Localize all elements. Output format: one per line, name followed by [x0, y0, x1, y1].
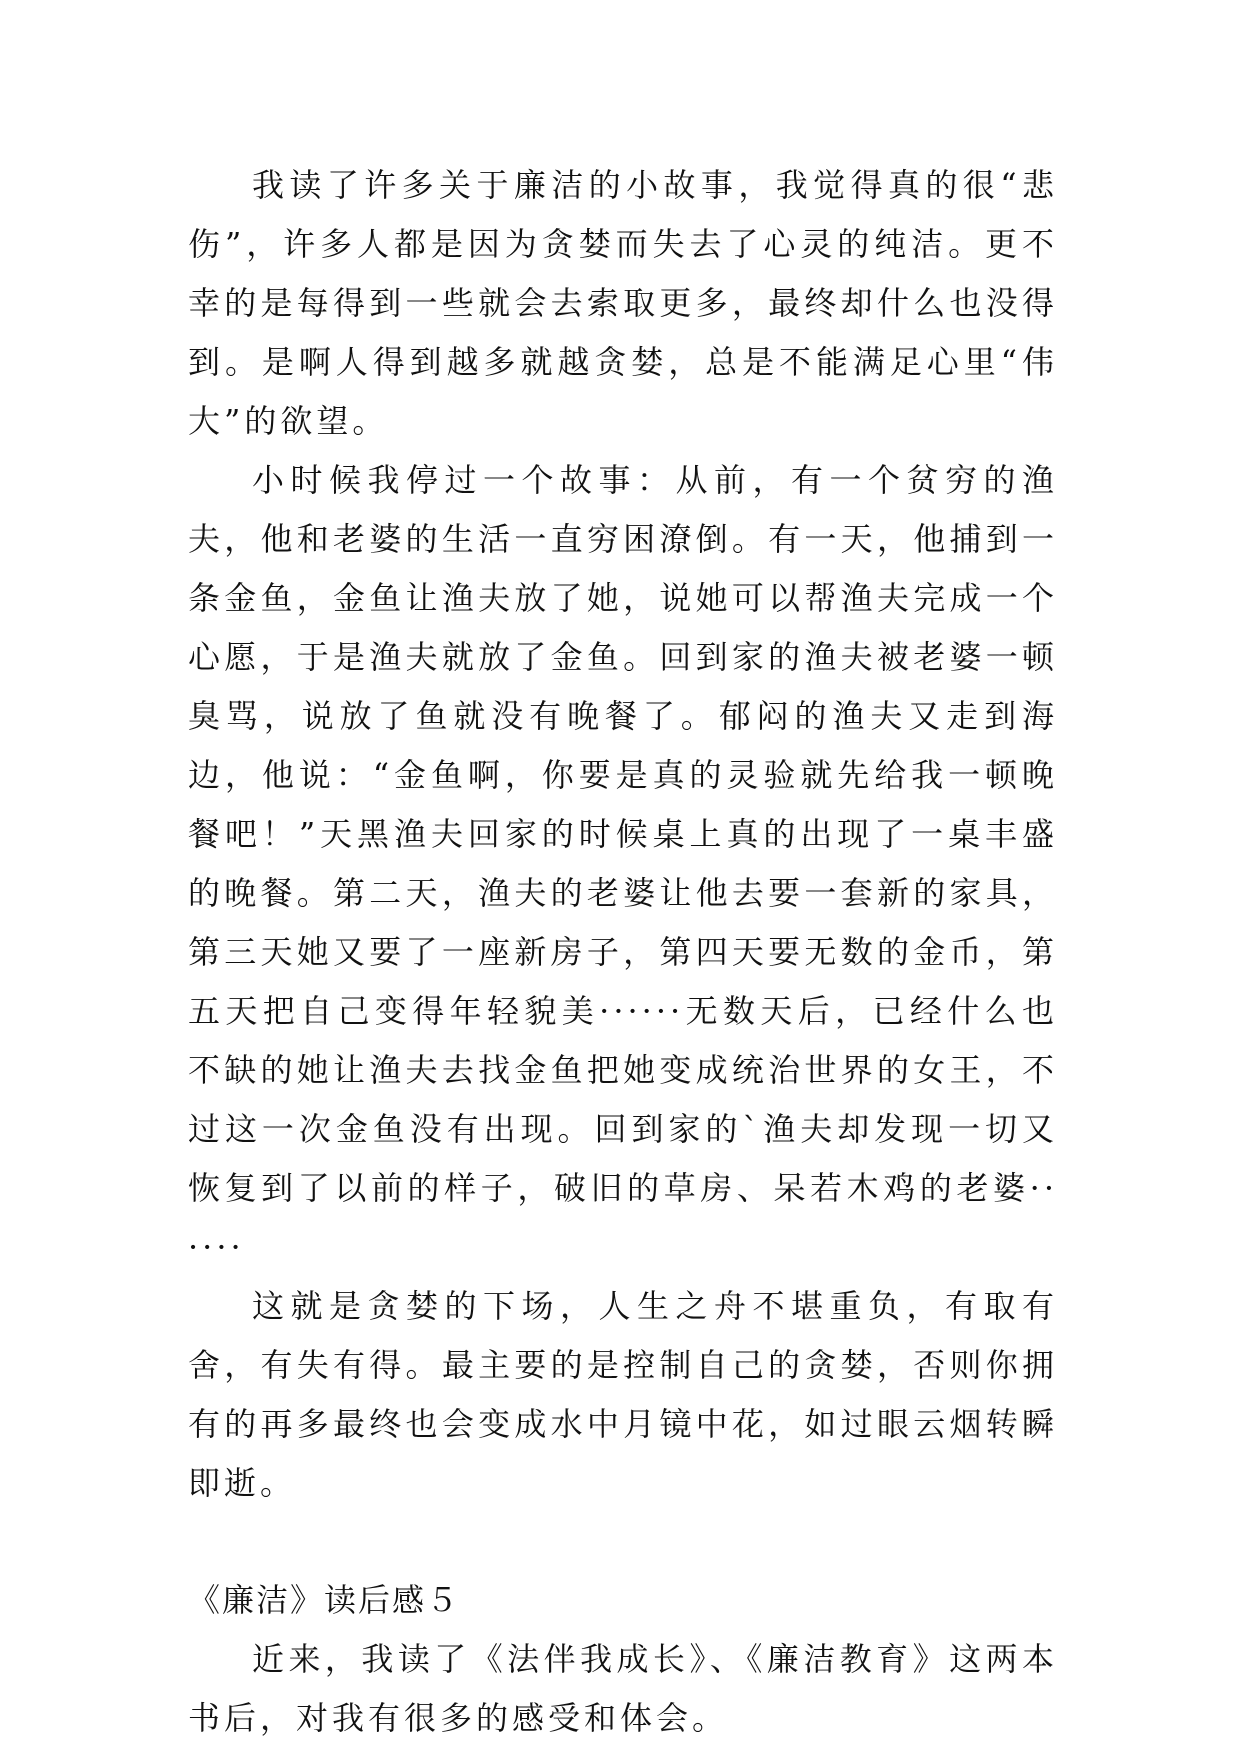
paragraph-4: 近来，我读了《法伴我成长》、《廉洁教育》这两本书后，对我有很多的感受和体会。 [188, 1640, 1058, 1737]
document-body [188, 156, 1058, 1748]
paragraph-1: 我读了许多关于廉洁的小故事，我觉得真的很“悲伤”，许多人都是因为贪婪而失去了心灵的纯洁。更不幸的是每得到一些就会去索取更多，最终却什么也没得到。是啊人得到越多就越贪婪，总是不能满足心里“伟大”的欲望。 [188, 166, 1058, 440]
paragraph-2: 小时候我停过一个故事：从前，有一个贫穷的渔夫，他和老婆的生活一直穷困潦倒。有一天，他捕到一条金鱼，金鱼让渔夫放了她，说她可以帮渔夫完成一个心愿，于是渔夫就放了金鱼。回到家的渔夫被老婆一顿臭骂，说放了鱼就没有晚餐了。郁闷的渔夫又走到海边，他说：“金鱼啊，你要是真的灵验就先给我一顿晚餐吧！”天黑渔夫回家的时候桌上真的出现了一桌丰盛的晚餐。第二天，渔夫的老婆让他去要一套新的家具，第三天她又要了一座新房子，第四天要无数的金币，第五天把自己变得年轻貌美······无数天后，已经什么也不缺的她让渔夫去找金鱼把她变成统治世界的女王，不过这一次金鱼没有出现。回到家的`渔夫却发现一切又恢复到了以前的样子，破旧的草房、呆若木鸡的老婆······ [188, 461, 1058, 1266]
section-title: 《廉洁》读后感５ [188, 1581, 461, 1619]
section-spacer [188, 1513, 1058, 1571]
paragraph-3: 这就是贪婪的下场，人生之舟不堪重负，有取有舍，有失有得。最主要的是控制自己的贪婪，否则你拥有的再多最终也会变成水中月镜中花，如过眼云烟转瞬即逝。 [188, 1287, 1058, 1502]
